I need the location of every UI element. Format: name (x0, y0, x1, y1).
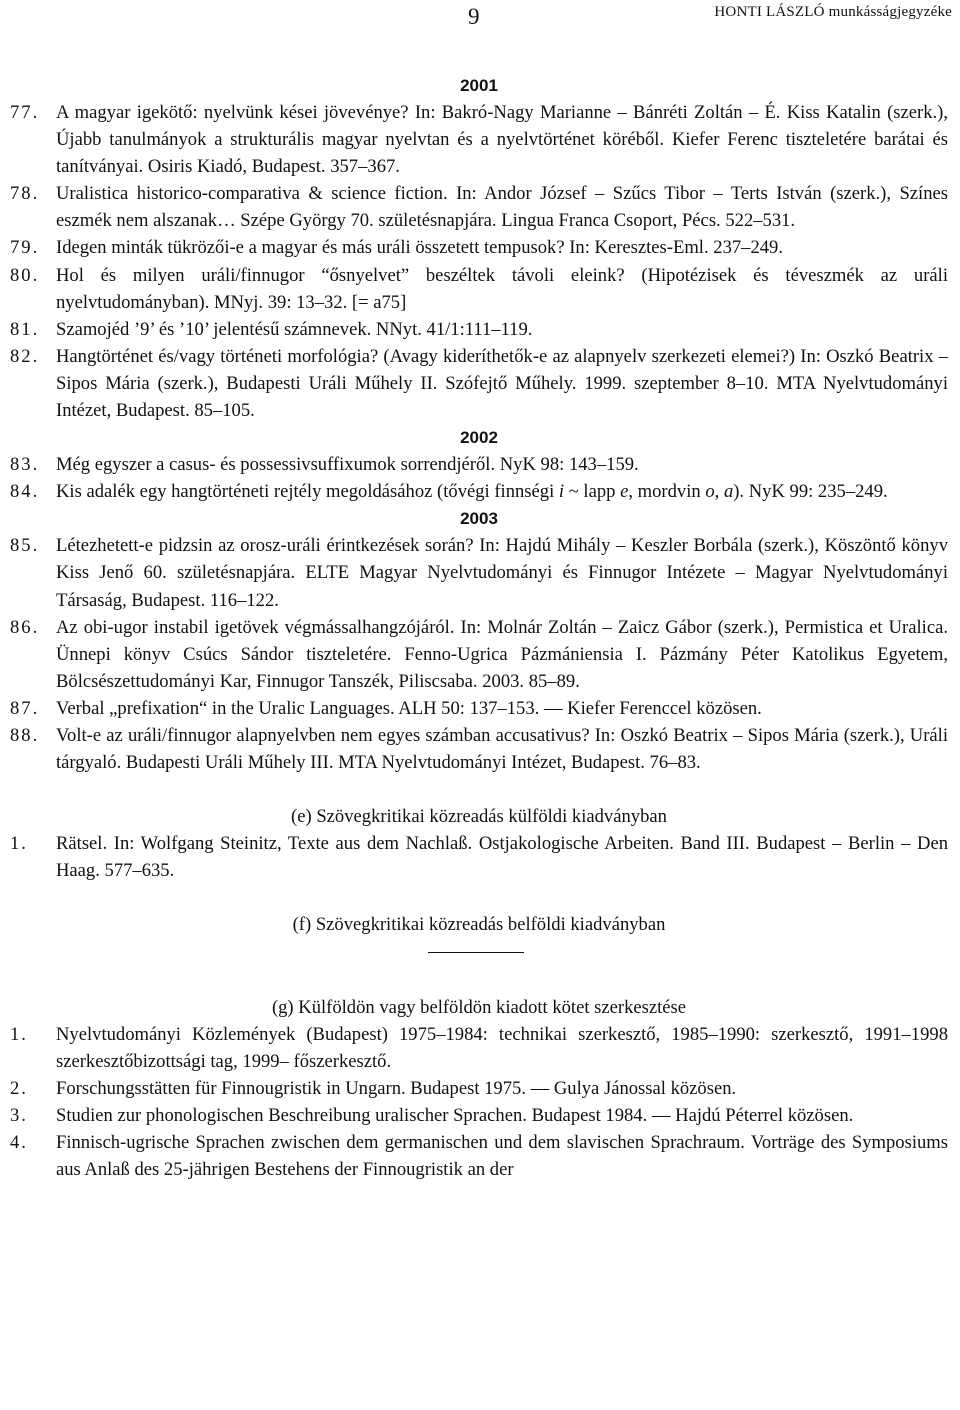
entry-text-italic: a (723, 481, 734, 503)
entry-text: A magyar igekötő: nyelvünk kései jövevénye? In: Bakró-Nagy Marianne – Bánréti Zoltán – É. Kiss Katalin (szerk.), Újabb tanulmányok a strukturális magyar nyelvtan és a nyelvtörténet köréből. Kiefer Ferenc tiszteletére barátai és tanítványai. Osiris Kiadó, Budapest. 357–367. (56, 102, 948, 178)
entry-text: Nyelvtudományi Közlemények (Budapest) 1975–1984: technikai szerkesztő, 1985–1990: szerkesztő, 1991–1998 szerkesztőbizottsági tag, 1999– főszerkesztő. (56, 1023, 948, 1072)
entry-text: Az obi-ugor instabil igetövek végmássalhangzójáról. In: Molnár Zoltán – Zaicz Gábor (szerk.), Permistica et Uralica. Ünnepi könyv Csúcs Sándor tiszteletére. Fenno-Ugrica Pázmániensia I. Pázmány Péter Katolikus Egyetem, Bölcsészettudományi Kar, Finnugor Tanszék, Piliscsaba. 2003. 85–89. (56, 616, 948, 692)
entry-number: 3. (10, 1104, 28, 1126)
entry-text-part: , (714, 481, 724, 503)
entry-text: Létezhetett-e pidzsin az orosz-uráli érintkezések során? In: Hajdú Mihály – Keszler Borbála (szerk.), Köszöntő könyv Kiss Jenő 60. születésnapjára. ELTE Magyar Nyelvtudományi és Finnugor Intézete – Magyar Nyelvtudományi Társaság, Budapest. 116–122. (56, 535, 948, 611)
page-content (10, 72, 948, 1183)
entry-text: Finnisch-ugrische Sprachen zwischen dem germanischen und dem slavischen Sprachraum. Vorträge des Symposiums aus Anlaß des 25-jährigen Bestehens der Finnougristik an der (56, 1132, 948, 1181)
bibliography-entry (10, 1102, 948, 1129)
year-heading: 2001 (460, 76, 498, 95)
bibliography-entry (10, 695, 948, 722)
year-heading: 2003 (460, 509, 498, 529)
entry-text (56, 478, 948, 505)
spacer (10, 967, 948, 994)
running-head: HONTI LÁSZLÓ munkásságjegyzéke (714, 4, 952, 20)
spacer (10, 776, 948, 803)
bibliography-entry (10, 451, 948, 478)
bibliography-entry (10, 1021, 948, 1075)
bibliography-entry (10, 1075, 948, 1102)
entry-text-part: , mordvin (628, 481, 706, 503)
entry-text: Szamojéd ’9’ és ’10’ jelentésű számnevek. NNyt. 41/1:111–119. (56, 318, 533, 340)
entry-text-italic: i (558, 481, 565, 503)
entry-text: Uralistica historico-comparativa & science fiction. In: Andor József – Szűcs Tibor – Terts István (szerk.), Színes eszmék nem alszanak… Szépe György 70. születésnapjára. Lingua Franca Csoport, Pécs. 522–531. (56, 183, 948, 232)
entry-number: 1. (10, 833, 28, 855)
entry-text: Idegen minták tükrözői-e a magyar és más uráli összetett tempusok? In: Keresztes-Eml. 237–249. (56, 237, 783, 259)
bibliography-entry (10, 262, 948, 316)
section-title: (e) Szövegkritikai közreadás külföldi kiadványban (291, 806, 667, 828)
bibliography-entry (10, 614, 948, 695)
entry-text-part: ). NyK 99: 235–249. (733, 481, 888, 503)
entry-text: Volt-e az uráli/finnugor alapnyelvben nem egyes számban accusativus? In: Oszkó Beatrix – Sipos Mária (szerk.), Uráli tárgyaló. Budapesti Uráli Műhely III. MTA Nyelvtudományi Intézet, Budapest. 76–83. (56, 724, 948, 774)
entry-text: Még egyszer a casus- és possessivsuffixumok sorrendjéről. NyK 98: 143–159. (56, 454, 639, 476)
entry-number: 4. (10, 1132, 28, 1153)
bibliography-entry (10, 180, 948, 234)
bibliography-entry (10, 478, 948, 505)
empty-section-rule (10, 939, 948, 967)
bibliography-entry (10, 1129, 948, 1183)
bibliography-entry (10, 532, 948, 613)
bibliography-entry (10, 99, 948, 180)
entry-number: 87. (10, 697, 40, 719)
entry-number: 2. (10, 1077, 28, 1099)
section-title: (f) Szövegkritikai közreadás belföldi kiadványban (292, 914, 666, 936)
bibliography-entry (10, 316, 948, 343)
entry-text: Studien zur phonologischen Beschreibung uralischer Sprachen. Budapest 1984. — Hajdú Péterrel közösen. (56, 1104, 854, 1126)
entry-text: Rätsel. In: Wolfgang Steinitz, Texte aus dem Nachlaß. Ostjakologische Arbeiten. Band III. Budapest – Berlin – Den Haag. 577–635. (56, 833, 948, 882)
entry-text-italic: e (620, 481, 629, 503)
entry-text: Hol és milyen uráli/finnugor “ősnyelvet” beszéltek távoli eleink? (Hipotézisek és téveszmék az uráli nyelvtudományban). MNyj. 39: 13–32. [= a75] (56, 264, 948, 313)
entry-number: 1. (10, 1023, 28, 1045)
page-number: 9 (468, 4, 480, 29)
year-heading: 2002 (460, 428, 498, 448)
entry-number: 86. (10, 616, 40, 638)
entry-text-part: Kis adalék egy hangtörténeti rejtély megoldásához (tővégi finnségi (56, 481, 559, 503)
section-title: (g) Külföldön vagy belföldön kiadott kötet szerkesztése (271, 996, 687, 1018)
entry-text-italic: o (705, 481, 715, 503)
entry-number: 82. (10, 345, 40, 367)
bibliography-entry (10, 722, 948, 776)
entry-number: 84. (10, 481, 40, 503)
entry-number: 83. (10, 454, 40, 476)
entry-number: 77. (10, 102, 40, 123)
bibliography-entry (10, 830, 948, 884)
horizontal-rule (428, 952, 524, 953)
entry-number: 81. (10, 318, 40, 340)
entry-number: 78. (10, 183, 40, 205)
entry-text: Verbal „prefixation“ in the Uralic Languages. ALH 50: 137–153. — Kiefer Ferenccel közösen. (56, 697, 762, 719)
bibliography-entry (10, 234, 948, 261)
entry-text-part: ~ lapp (564, 481, 621, 503)
entry-text: Forschungsstätten für Finnougristik in Ungarn. Budapest 1975. — Gulya Jánossal közösen. (56, 1077, 737, 1099)
entry-number: 79. (10, 237, 40, 259)
entry-text: Hangtörténet és/vagy történeti morfológia? (Avagy kideríthetők-e az alapnyelv szerkezeti elemei?) In: Oszkó Beatrix – Sipos Mária (szerk.), Budapesti Uráli Műhely II. Szófejtő Műhely. 1999. szeptember 8–10. MTA Nyelvtudományi Intézet, Budapest. 85–105. (56, 345, 948, 422)
spacer (10, 884, 948, 911)
entry-number: 80. (10, 264, 40, 286)
entry-number: 88. (10, 724, 40, 746)
entry-number: 85. (10, 535, 40, 557)
bibliography-entry (10, 343, 948, 424)
